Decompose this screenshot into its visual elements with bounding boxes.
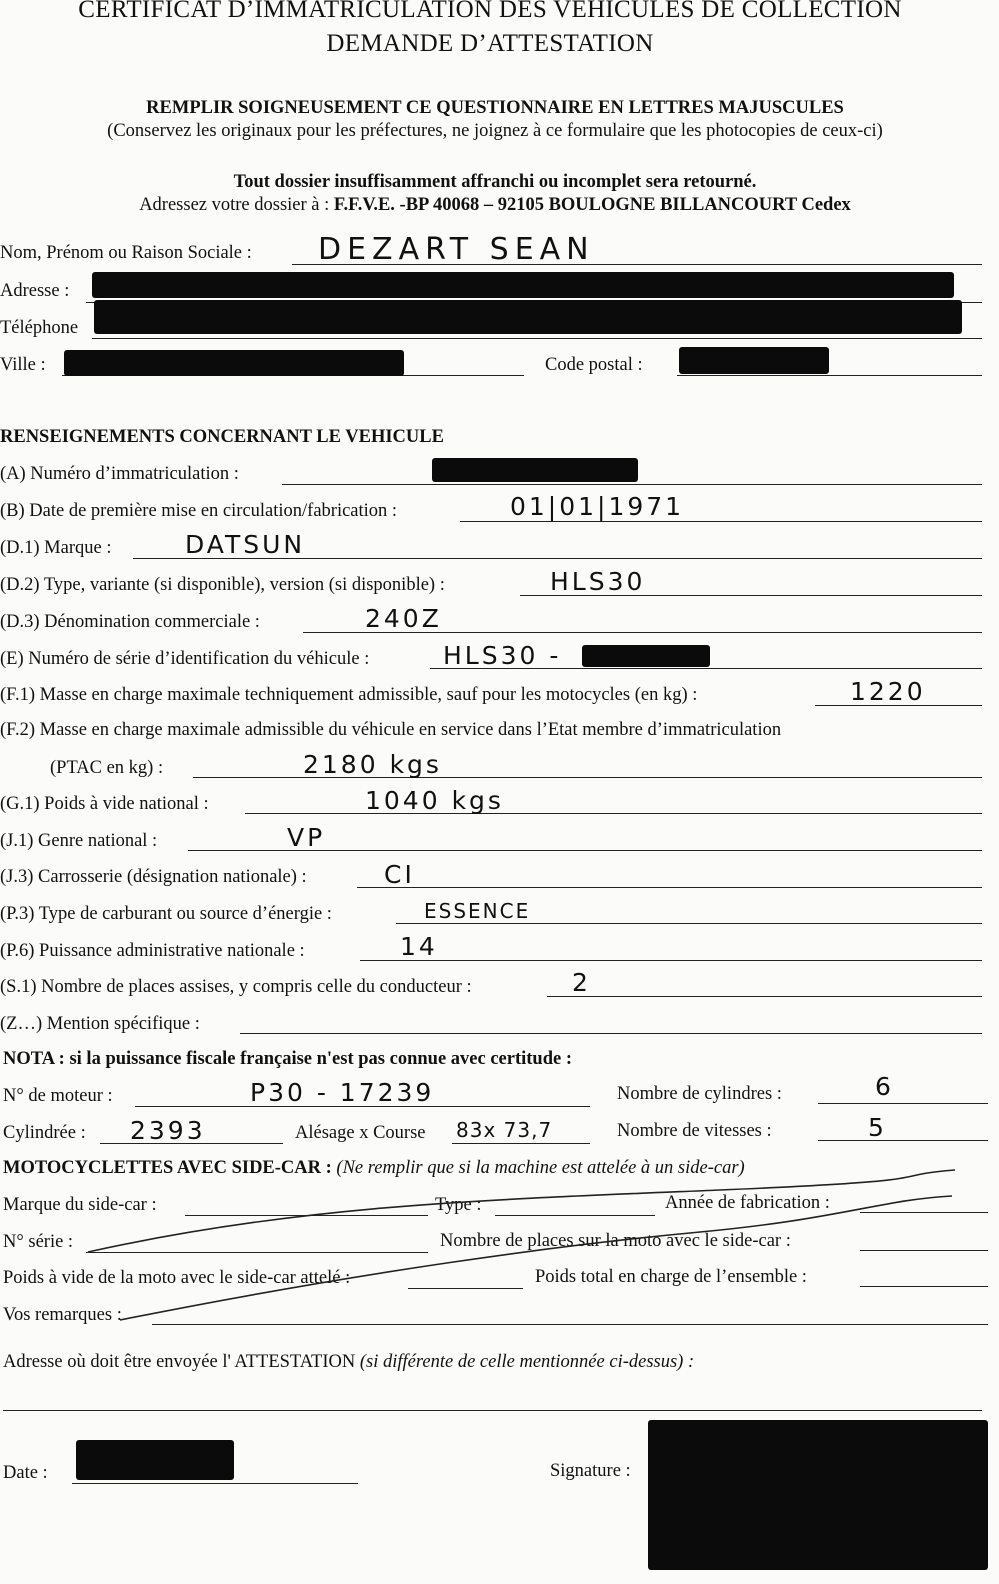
form-title-line2: DEMANDE D’ATTESTATION xyxy=(326,30,654,57)
d2-label: (D.2) Type, variante (si disponible), version (si disponible) : xyxy=(0,575,445,595)
j1-label: (J.1) Genre national : xyxy=(0,831,158,851)
g1-label: (G.1) Poids à vide national : xyxy=(0,794,209,814)
sidecar-empty-weight-label: Poids à vide de la moto avec le side-car attelé : xyxy=(3,1268,351,1288)
j3-field[interactable]: CI xyxy=(384,860,415,889)
displacement-label: Cylindrée : xyxy=(3,1123,86,1143)
instruction-originals: (Conservez les originaux pour les préfectures, ne joignez à ce formulaire que les photocopies de ceux-ci) xyxy=(107,121,883,141)
e-field[interactable]: HLS30 - xyxy=(443,641,562,670)
sidecar-note: (Ne remplir que si la machine est attelée à un side-car) xyxy=(336,1158,745,1178)
nota-title: NOTA : si la puissance fiscale française n'est pas connue avec certitude : xyxy=(3,1049,573,1069)
g1-field[interactable]: 1040 kgs xyxy=(365,786,504,815)
d3-field[interactable]: 240Z xyxy=(365,604,442,633)
delivery-label xyxy=(3,1352,694,1373)
displacement-field[interactable]: 2393 xyxy=(130,1116,206,1145)
city-label: Ville : xyxy=(0,355,46,375)
sidecar-serial-label: N° série : xyxy=(3,1232,74,1252)
z-label: (Z…) Mention spécifique : xyxy=(0,1014,200,1034)
gears-field[interactable]: 5 xyxy=(868,1113,887,1142)
instruction-address-label: Adressez votre dossier à : xyxy=(139,195,330,215)
delivery-label-text: Adresse où doit être envoyée l' ATTESTATION xyxy=(3,1352,356,1372)
f2-label: (F.2) Masse en charge maximale admissible du véhicule en service dans l’Etat membre d’immatriculation xyxy=(0,720,782,740)
engine-label: N° de moteur : xyxy=(3,1086,113,1106)
cylinders-field[interactable]: 6 xyxy=(875,1072,894,1101)
b-label: (B) Date de première mise en circulation/fabrication : xyxy=(0,501,398,521)
cylinders-label: Nombre de cylindres : xyxy=(617,1084,782,1104)
delivery-line xyxy=(3,1410,982,1411)
j3-label: (J.3) Carrosserie (désignation nationale) : xyxy=(0,867,307,887)
bore-label: Alésage x Course xyxy=(295,1123,426,1143)
date-redaction xyxy=(76,1440,234,1480)
date-line xyxy=(72,1483,358,1484)
date-label: Date : xyxy=(3,1463,48,1483)
name-field[interactable]: DEZART SEAN xyxy=(318,232,595,267)
f2-field[interactable]: 2180 kgs xyxy=(303,750,442,779)
instruction-fill: REMPLIR SOIGNEUSEMENT CE QUESTIONNAIRE EN LETTRES MAJUSCULES xyxy=(146,98,844,118)
form-title-line1: CERTIFICAT D’IMMATRICULATION DES VEHICULES DE COLLECTION xyxy=(78,0,902,23)
engine-field[interactable]: P30 - 17239 xyxy=(250,1078,435,1107)
b-field[interactable]: 01|01|1971 xyxy=(510,492,685,521)
d3-label: (D.3) Dénomination commerciale : xyxy=(0,612,260,632)
p3-field[interactable]: ESSENCE xyxy=(424,899,531,923)
signature-label: Signature : xyxy=(550,1461,631,1481)
vehicle-section-title: RENSEIGNEMENTS CONCERNANT LE VEHICULE xyxy=(0,427,444,447)
a-label: (A) Numéro d’immatriculation : xyxy=(0,464,239,484)
postal-label: Code postal : xyxy=(545,355,643,375)
s1-label: (S.1) Nombre de places assises, y compris celle du conducteur : xyxy=(0,977,472,997)
p6-label: (P.6) Puissance administrative nationale : xyxy=(0,941,305,961)
signature-redaction xyxy=(648,1420,988,1570)
d1-label: (D.1) Marque : xyxy=(0,538,112,558)
p6-field[interactable]: 14 xyxy=(400,932,438,961)
sidecar-total-weight-label: Poids total en charge de l’ensemble : xyxy=(535,1267,807,1287)
remarks-label: Vos remarques : xyxy=(3,1305,122,1325)
instruction-address-value: F.F.V.E. -BP 40068 – 92105 BOULOGNE BILLANCOURT Cedex xyxy=(333,195,851,215)
sidecar-title-text: MOTOCYCLETTES AVEC SIDE-CAR : xyxy=(3,1158,332,1178)
address-label: Adresse : xyxy=(0,281,70,301)
j1-field[interactable]: VP xyxy=(287,823,326,852)
f2b-label: (PTAC en kg) : xyxy=(50,758,164,778)
sidecar-year-label: Année de fabrication : xyxy=(665,1193,830,1213)
d2-field[interactable]: HLS30 xyxy=(550,567,646,596)
sidecar-type-label: Type : xyxy=(435,1195,482,1215)
bore-field[interactable]: 83x 73,7 xyxy=(456,1118,553,1142)
s1-field[interactable]: 2 xyxy=(572,968,591,997)
sidecar-brand-label: Marque du side-car : xyxy=(3,1195,157,1215)
d1-field[interactable]: DATSUN xyxy=(185,530,306,559)
instruction-warning: Tout dossier insuffisamment affranchi ou incomplet sera retourné. xyxy=(233,172,757,192)
name-label: Nom, Prénom ou Raison Sociale : xyxy=(0,243,252,263)
e-label: (E) Numéro de série d’identification du véhicule : xyxy=(0,649,370,669)
f1-label: (F.1) Masse en charge maximale techniquement admissible, sauf pour les motocycles (en kg) : xyxy=(0,685,698,705)
gears-label: Nombre de vitesses : xyxy=(617,1121,772,1141)
f1-field[interactable]: 1220 xyxy=(850,677,926,706)
sidecar-seats-label: Nombre de places sur la moto avec le side-car : xyxy=(440,1231,791,1251)
p3-label: (P.3) Type de carburant ou source d’énergie : xyxy=(0,904,332,924)
phone-label: Téléphone xyxy=(0,318,79,338)
delivery-note: (si différente de celle mentionnée ci-dessus) : xyxy=(359,1352,695,1372)
